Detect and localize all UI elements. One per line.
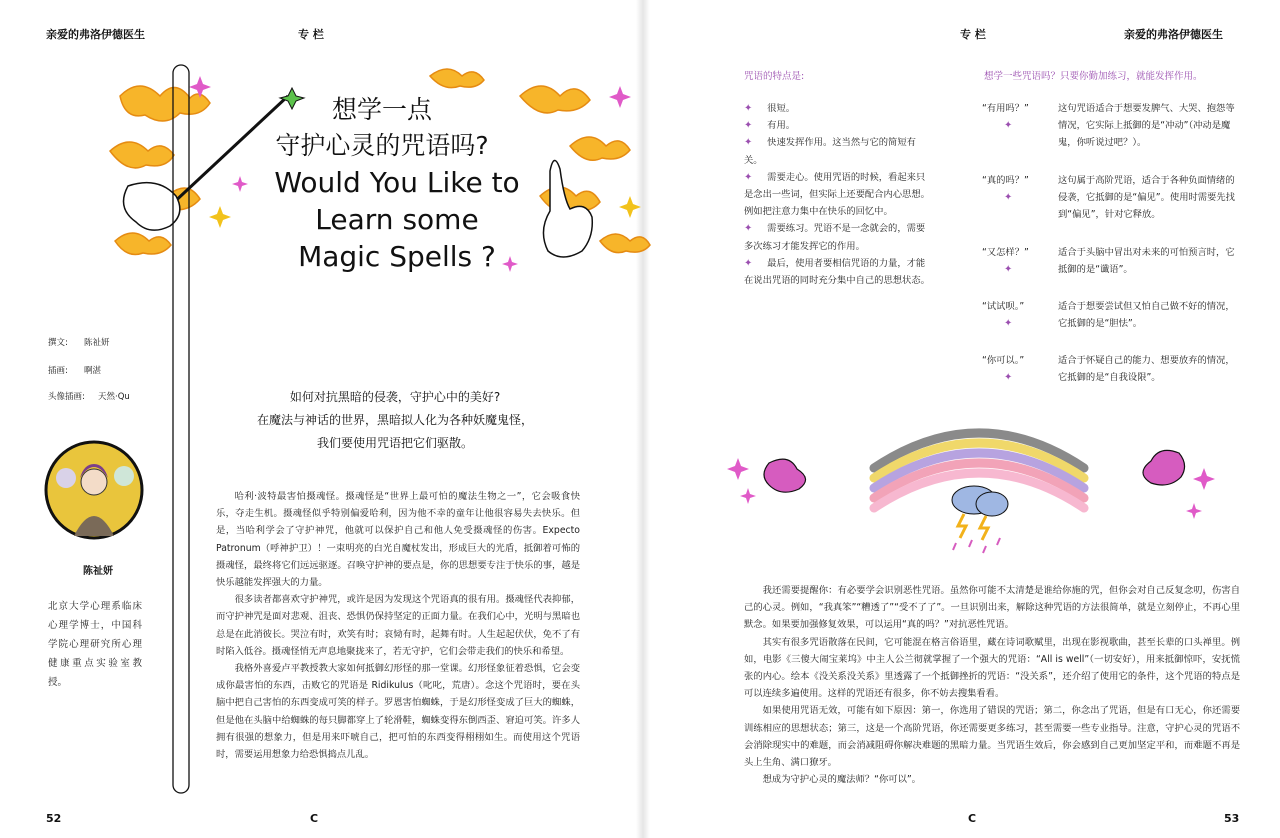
hero-title-chinese — [262, 92, 502, 164]
credit-label: 插画: — [48, 366, 68, 376]
diamond-bullet-icon: ✦ — [1004, 318, 1013, 330]
spell-text: “你可以。” — [982, 355, 1025, 366]
feature-item — [744, 100, 930, 117]
feature-text: 最后，使用者要相信咒语的力量，才能在说出咒语的同时充分集中自己的思想状态。 — [744, 257, 930, 287]
credit-value: 陈祉妍 — [84, 338, 110, 348]
hero-title-en-line: Learn some — [315, 203, 479, 236]
diamond-bullet-icon: ✦ — [1004, 192, 1013, 204]
spell-item — [982, 100, 1242, 160]
sparkle-icon — [209, 206, 231, 228]
spell-item — [982, 244, 1242, 284]
diamond-bullet-icon: ✦ — [744, 171, 753, 183]
paragraph: 我格外喜爱卢平教授教大家如何抵御幻形怪的那一堂课。幻形怪象征着恐惧，它会变成你最害怕的东西，击败它的咒语是 Ridikulus（叱叱，荒唐）。念这个咒语时，要在头脑中把自己害怕的东西变成可笑的样子。罗恩害怕蜘蛛，于是幻形怪变成了巨大的蜘蛛，但是他在头脑中给蜘蛛的每只脚都穿上了轮滑鞋，蜘蛛变得东倒西歪、窘迫可笑。许多人拥有很强的想象力，但是用来吓唬自己，把可怕的东西变得栩栩如生。而使用这个咒语时，需要运用想象力给恐惧捣点儿乱。 — [216, 663, 580, 761]
sparkle-icon — [619, 196, 641, 218]
hero-title-english — [262, 164, 532, 275]
spell-item — [982, 298, 1242, 338]
feature-item — [744, 220, 930, 254]
flame-cloud — [110, 142, 174, 168]
spell-text: “试试呗。” — [982, 301, 1025, 312]
author-avatar — [44, 440, 144, 540]
paragraph: 哈利·波特最害怕摄魂怪。摄魂怪是“世界上最可怕的魔法生物之一”，它会吸食快乐，夺走生机。摄魂怪似乎特别偏爱哈利，因为他不幸的童年让他很容易失去快乐。但是，当哈利学会了守护神咒，他就可以保护自己和他人免受摄魂怪的伤害。Expecto Patronum（呼神护卫）！一束明亮的白光自魔杖发出，形成巨大的光盾，抵御着可怖的摄魂怪，最终将它们远远驱逐。召唤守护神的要点是，你的思想要专注于快乐的事，越是快乐越能发挥强大的力量。 — [216, 491, 580, 589]
paragraph: 其实有很多咒语散落在民间，它可能混在格言俗语里，藏在诗词歌赋里，出现在影视歌曲，甚至长辈的口头禅里。例如，电影《三傻大闹宝莱坞》中主人公兰彻就掌握了一个强大的咒语：“All is well”（一切安好），用来抵御惊吓，安抚慌张的内心。绘本《没关系没关系》里透露了一个抵御挫折的咒语：“没关系”，还介绍了使用它的条件，这个咒语的特点是可以连续多遍使用。这样的咒语还有很多，你不妨去搜集看看。 — [744, 636, 1240, 700]
sparkle-icon — [1186, 503, 1202, 519]
credit-value: 天然·Qu — [98, 392, 130, 402]
spell-item — [982, 172, 1242, 232]
section-label-right: 专 栏 — [960, 28, 986, 41]
feature-item — [744, 134, 930, 168]
paragraph: 如果使用咒语无效，可能有如下原因：第一，你选用了错误的咒语；第二，你念出了咒语，但是有口无心，你还需要训练相应的思想状态；第三，这是一个高阶咒语，你还需要更多练习，甚至需要一些专业指导。注意，守护心灵的咒语不会消除现实中的难题，而会消减阻碍你解决难题的黑暗力量。当咒语生效后，你会感到自己更加坚定平和，而难题不再是头上生角、满口獠牙。 — [744, 705, 1240, 769]
feature-text: 需要练习。咒语不是一念就会的，需要多次练习才能发挥它的作用。 — [744, 223, 926, 252]
sparkle-icon — [609, 86, 631, 108]
feature-item — [744, 255, 930, 289]
paragraph: 很多读者都喜欢守护神咒，或许是因为发现这个咒语真的很有用。摄魂怪代表抑郁，而守护神咒是面对悲观、沮丧、恐惧仍保持坚定的正面力量。在我们心中，光明与黑暗也总是在此消彼长。哭泣有时，欢笑有时；哀恸有时，起舞有时。人生起起伏伏，免不了有时陷入低谷。摄魂怪悄无声息地聚拢来了，若无守护，它们会带走我们的快乐和希望。 — [216, 594, 580, 657]
spells-heading: 想学一些咒语吗？只要你勤加练习，就能发挥作用。 — [984, 71, 1203, 82]
spell-text: “又怎样？” — [982, 247, 1029, 258]
spell-phrase — [982, 352, 1046, 386]
intro-text — [230, 386, 560, 455]
diamond-bullet-icon: ✦ — [744, 257, 753, 269]
diamond-bullet-icon: ✦ — [744, 223, 753, 235]
diamond-bullet-icon: ✦ — [1004, 120, 1013, 132]
feature-text: 快速发挥作用。这当然与它的简短有关。 — [744, 137, 916, 166]
flame-cloud — [570, 137, 630, 160]
flame-cloud — [520, 86, 590, 113]
running-header-left: 亲爱的弗洛伊德医生 — [46, 28, 145, 41]
spell-text: “有用吗？” — [982, 103, 1029, 114]
spell-description: 这句属于高阶咒语，适合于各种负面情绪的侵袭，它抵御的是“偏见”。使用时需要先找到“偏见”，针对它释放。 — [1058, 175, 1235, 221]
sparkle-icon — [232, 176, 248, 192]
running-header-right: 亲爱的弗洛伊德医生 — [1124, 28, 1223, 41]
hero-title-en-line: Would You Like to — [274, 166, 520, 199]
right-article-body — [744, 582, 1240, 788]
spell-text: “真的吗？” — [982, 175, 1029, 186]
flame-cloud — [115, 233, 171, 255]
spell-description: 适合于想要尝试但又怕自己做不好的情况，它抵御的是“胆怯”。 — [1058, 301, 1235, 330]
hero-title-en-line: Magic Spells ? — [298, 240, 496, 273]
credit-portrait — [48, 390, 130, 402]
left-article-body — [216, 488, 580, 763]
credit-label: 头像插画: — [48, 392, 85, 402]
hero-title-cn-line: 守护心灵的咒语吗? — [275, 131, 489, 160]
credit-value: 啊湛 — [84, 366, 102, 376]
credit-label: 撰文: — [48, 338, 68, 348]
flame-cloud — [600, 234, 650, 253]
rainbow-illustration — [724, 408, 1224, 578]
features-list — [744, 100, 930, 289]
glove-right-icon — [543, 160, 592, 257]
spell-item — [982, 352, 1242, 392]
spell-phrase — [982, 298, 1046, 332]
diamond-bullet-icon: ✦ — [1004, 372, 1013, 384]
flame-cloud — [430, 69, 484, 88]
flame-cloud — [120, 86, 210, 121]
feature-text: 很短。 — [767, 103, 796, 114]
hero-title-cn-line: 想学一点 — [331, 95, 432, 124]
feature-item — [744, 117, 930, 134]
footer-letter-left: C — [310, 812, 319, 825]
credit-illustrator — [48, 364, 101, 376]
section-label-left: 专 栏 — [298, 28, 324, 41]
page-number-left: 52 — [46, 812, 62, 825]
feature-text: 需要走心。使用咒语的时候，看起来只是念出一些词，但实际上还要配合内心思想。例如把注意力集中在快乐的回忆中。 — [744, 171, 930, 218]
page-number-right: 53 — [1224, 812, 1240, 825]
diamond-bullet-icon: ✦ — [744, 103, 753, 114]
footer-letter-right: C — [968, 812, 977, 825]
spell-phrase — [982, 244, 1046, 278]
spell-description: 适合于头脑中冒出对未来的可怕预言时，它抵御的是“谶语”。 — [1058, 247, 1235, 276]
intro-line: 我们要使用咒语把它们驱散。 — [316, 436, 473, 450]
feature-text: 有用。 — [767, 120, 796, 132]
diamond-bullet-icon: ✦ — [744, 137, 753, 149]
intro-line: 在魔法与神话的世界，黑暗拟人化为各种妖魔鬼怪， — [256, 413, 533, 427]
author-bio: 北京大学心理系临床心理学博士，中国科学院心理研究所心理健康重点实验室教授。 — [48, 601, 142, 688]
paragraph: 想成为守护心灵的魔法师？“你可以”。 — [762, 774, 921, 786]
paragraph: 我还需要提醒你：有必要学会识别恶性咒语。虽然你可能不太清楚是谁给你施的咒，但你会对自己反复念叨，伤害自己的心灵。例如，“我真笨”“糟透了”“受不了了”。一旦识别出来，解除这种咒语的方法很简单，就是立刻停止，不再心里默念。如果要加强修复效果，可以运用“真的吗？”对抗恶性咒语。 — [744, 585, 1240, 631]
sparkle-icon — [1193, 468, 1215, 490]
storm-cloud-icon — [952, 486, 1008, 553]
intro-line: 如何对抗黑暗的侵袭，守护心中的美好? — [289, 390, 501, 404]
sparkle-icon — [740, 488, 756, 504]
hand-left-icon — [764, 459, 806, 492]
spell-phrase — [982, 172, 1046, 206]
feature-item — [744, 169, 930, 221]
credit-writer — [48, 336, 110, 348]
hand-right-icon — [1143, 450, 1185, 485]
diamond-bullet-icon: ✦ — [744, 120, 753, 132]
decorative-pole — [170, 62, 194, 796]
diamond-bullet-icon: ✦ — [1004, 264, 1013, 276]
spell-phrase — [982, 100, 1046, 134]
sparkle-icon — [727, 458, 749, 480]
author-name: 陈祉妍 — [83, 566, 113, 577]
features-heading: 咒语的特点是: — [744, 71, 805, 82]
spell-description: 这句咒语适合于想要发脾气、大哭、抱怨等情况，它实际上抵御的是“冲动”（冲动是魔鬼，你听说过吧？）。 — [1058, 103, 1235, 149]
spell-description: 适合于怀疑自己的能力、想要放弃的情况，它抵御的是“自我设限”。 — [1058, 355, 1235, 384]
